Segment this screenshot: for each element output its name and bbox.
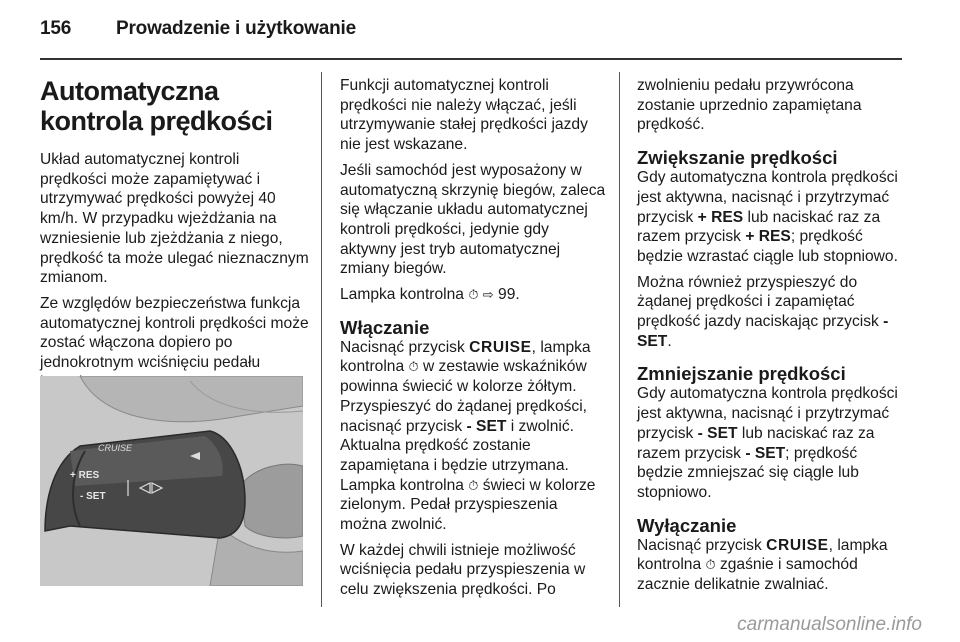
- speedometer-lamp-icon: ⏱: [468, 477, 479, 493]
- cruise-label: CRUISE: [98, 443, 133, 453]
- column-3: [637, 76, 903, 601]
- header-rule: [40, 58, 902, 60]
- heading-switching-off: Wyłączanie: [637, 514, 737, 536]
- warning-paragraph: Funkcji automatycznej kontroli prędkości nie należy włączać, jeśli utrzymywanie stałej prędkości jazdy nie jest wskazane.: [340, 77, 588, 154]
- switching-on-paragraph: Nacisnąć przycisk CRUISE, lampka kontrolna ⏱ w zestawie wskaźników powinna świecić w kolorze żółtym. Przyspieszyć do żądanej prędkości, nacisnąć przycisk - SET i zwolnić. Aktualna prędkość zostanie zapamiętana i będzie utrzymana. Lampka kontrolna ⏱ świeci w kolorze zielonym. Pedał przyspieszenia można zwolnić.: [340, 338, 596, 534]
- page-reference-icon: ⇨: [482, 287, 494, 303]
- column-1: [40, 76, 310, 398]
- article-title: Automatyczna kontrola prędkości: [40, 76, 273, 136]
- page-header: [40, 18, 356, 40]
- page-number: 156: [40, 18, 72, 39]
- column-divider-2: [619, 72, 620, 607]
- res-label: + RES: [70, 470, 100, 481]
- speedometer-lamp-icon: ⏱: [408, 359, 419, 375]
- intro-paragraph: Układ automatycznej kontroli prędkości może zapamiętywać i utrzymywać prędkości powyżej 40 km/h. W przypadku wjeżdżania na wzniesienie lub zjeżdżania z niego, prędkość ta może ulegać nieznacznym zmianom.: [40, 151, 309, 287]
- decrease-speed-paragraph: Gdy automatyczna kontrola prędkości jest aktywna, nacisnąć i przytrzymać przycisk - SET lub naciskać raz za razem przycisk - SET; prędkość będzie zmniejszać się ciągle lub stopniowo.: [637, 385, 898, 501]
- set-label: - SET: [80, 491, 106, 502]
- set-speed-paragraph: Można również przyspieszyć do żądanej prędkości i zapamiętać prędkość jazdy naciskając przycisk - SET.: [637, 273, 889, 350]
- automatic-gearbox-paragraph: Jeśli samochód jest wyposażony w automatyczną skrzynię biegów, zaleca się włączanie układu automatycznej kontroli prędkości, jedynie gdy aktywny jest tryb automatycznej zmiany biegów.: [340, 161, 606, 278]
- cruise-control-stalk-figure: [40, 376, 303, 586]
- watermark: carmanualsonline.info: [737, 614, 922, 635]
- speedometer-lamp-icon: ⏱: [468, 287, 479, 303]
- accelerator-paragraph: W każdej chwili istnieje możliwość wciśnięcia pedału przyspieszenia w celu zwiększenia prędkości. Po: [340, 541, 586, 599]
- section-title: Prowadzenie i użytkowanie: [116, 18, 356, 39]
- column-divider-1: [321, 72, 322, 607]
- heading-switching-on: Włączanie: [340, 316, 430, 338]
- increase-speed-paragraph: Gdy automatyczna kontrola prędkości jest aktywna, nacisnąć i przytrzymać przycisk + RES lub naciskać raz za razem przycisk + RES; prędkość będzie wzrastać ciągle lub stopniowo.: [637, 169, 898, 265]
- safety-paragraph: Ze względów bezpieczeństwa funkcja automatycznej kontroli prędkości może zostać włączona dopiero po jednokrotnym wciśnięciu pedału: [40, 294, 309, 372]
- speedometer-lamp-icon: ⏱: [705, 557, 716, 573]
- heading-increase-speed: Zwiększanie prędkości: [637, 147, 838, 169]
- column-2: [340, 76, 608, 606]
- page-reference: 99.: [498, 286, 520, 304]
- control-lamp-reference: Lampka kontrolna ⏱ ⇨ 99.: [340, 286, 520, 304]
- heading-decrease-speed: Zmniejszanie prędkości: [637, 363, 846, 385]
- stalk-illustration: [40, 376, 303, 586]
- continued-paragraph: zwolnieniu pedału przywrócona zostanie uprzednio zapamiętana prędkość.: [637, 77, 862, 134]
- switching-off-paragraph: Nacisnąć przycisk CRUISE, lampka kontrolna ⏱ zgaśnie i samochód zacznie delikatnie zwalniać.: [637, 536, 888, 594]
